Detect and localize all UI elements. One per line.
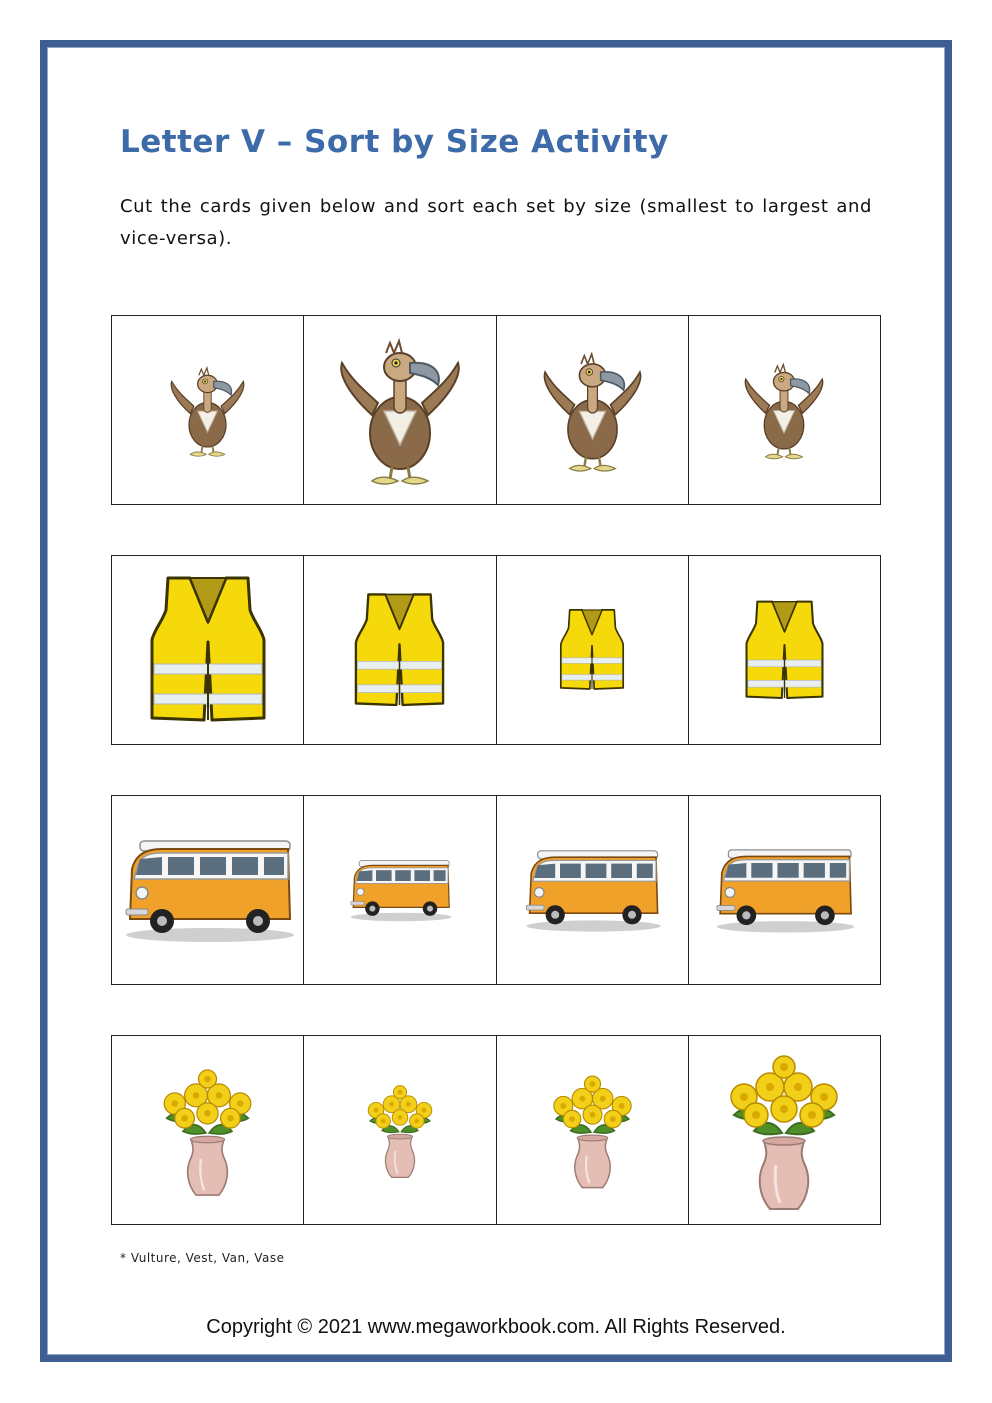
card-van[interactable] [689,796,881,984]
card-van[interactable] [112,796,304,984]
instructions: Cut the cards given below and sort each set by size (smallest to largest and vice-versa). [120,196,872,249]
vulture-icon [527,341,658,480]
vest-icon [553,605,631,695]
footnote: * Vulture, Vest, Van, Vase [120,1251,285,1265]
van-icon [710,845,858,935]
card-vest[interactable] [304,556,496,744]
vulture-icon [731,354,837,466]
card-vase[interactable] [112,1036,304,1224]
vase-icon [534,1068,651,1192]
vest-icon [138,570,278,730]
card-vase[interactable] [304,1036,496,1224]
card-row-van [111,795,881,985]
card-van[interactable] [497,796,689,984]
copyright: Copyright © 2021 www.megaworkbook.com. All Rights Reserved. [206,1316,786,1338]
card-vulture[interactable] [304,316,496,504]
page-title: Letter V – Sort by Size Activity [120,124,669,160]
van-icon [520,846,664,934]
card-vase[interactable] [689,1036,881,1224]
card-vulture[interactable] [497,316,689,504]
vest-icon [737,596,832,705]
card-vulture[interactable] [689,316,881,504]
card-vest[interactable] [112,556,304,744]
van-icon [118,835,298,945]
vase-icon [704,1045,864,1215]
vest-icon [345,588,454,713]
card-vest[interactable] [497,556,689,744]
card-row-vase [111,1035,881,1225]
vulture-icon [158,358,257,463]
card-row-vulture [111,315,881,505]
card-vulture[interactable] [112,316,304,504]
card-vest[interactable] [689,556,881,744]
card-van[interactable] [304,796,496,984]
vulture-icon [320,325,480,495]
card-vase[interactable] [497,1036,689,1224]
vase-icon [142,1061,273,1200]
card-grid [111,315,881,1275]
van-icon [346,857,454,923]
card-row-vest [111,555,881,745]
vase-icon [352,1079,448,1181]
